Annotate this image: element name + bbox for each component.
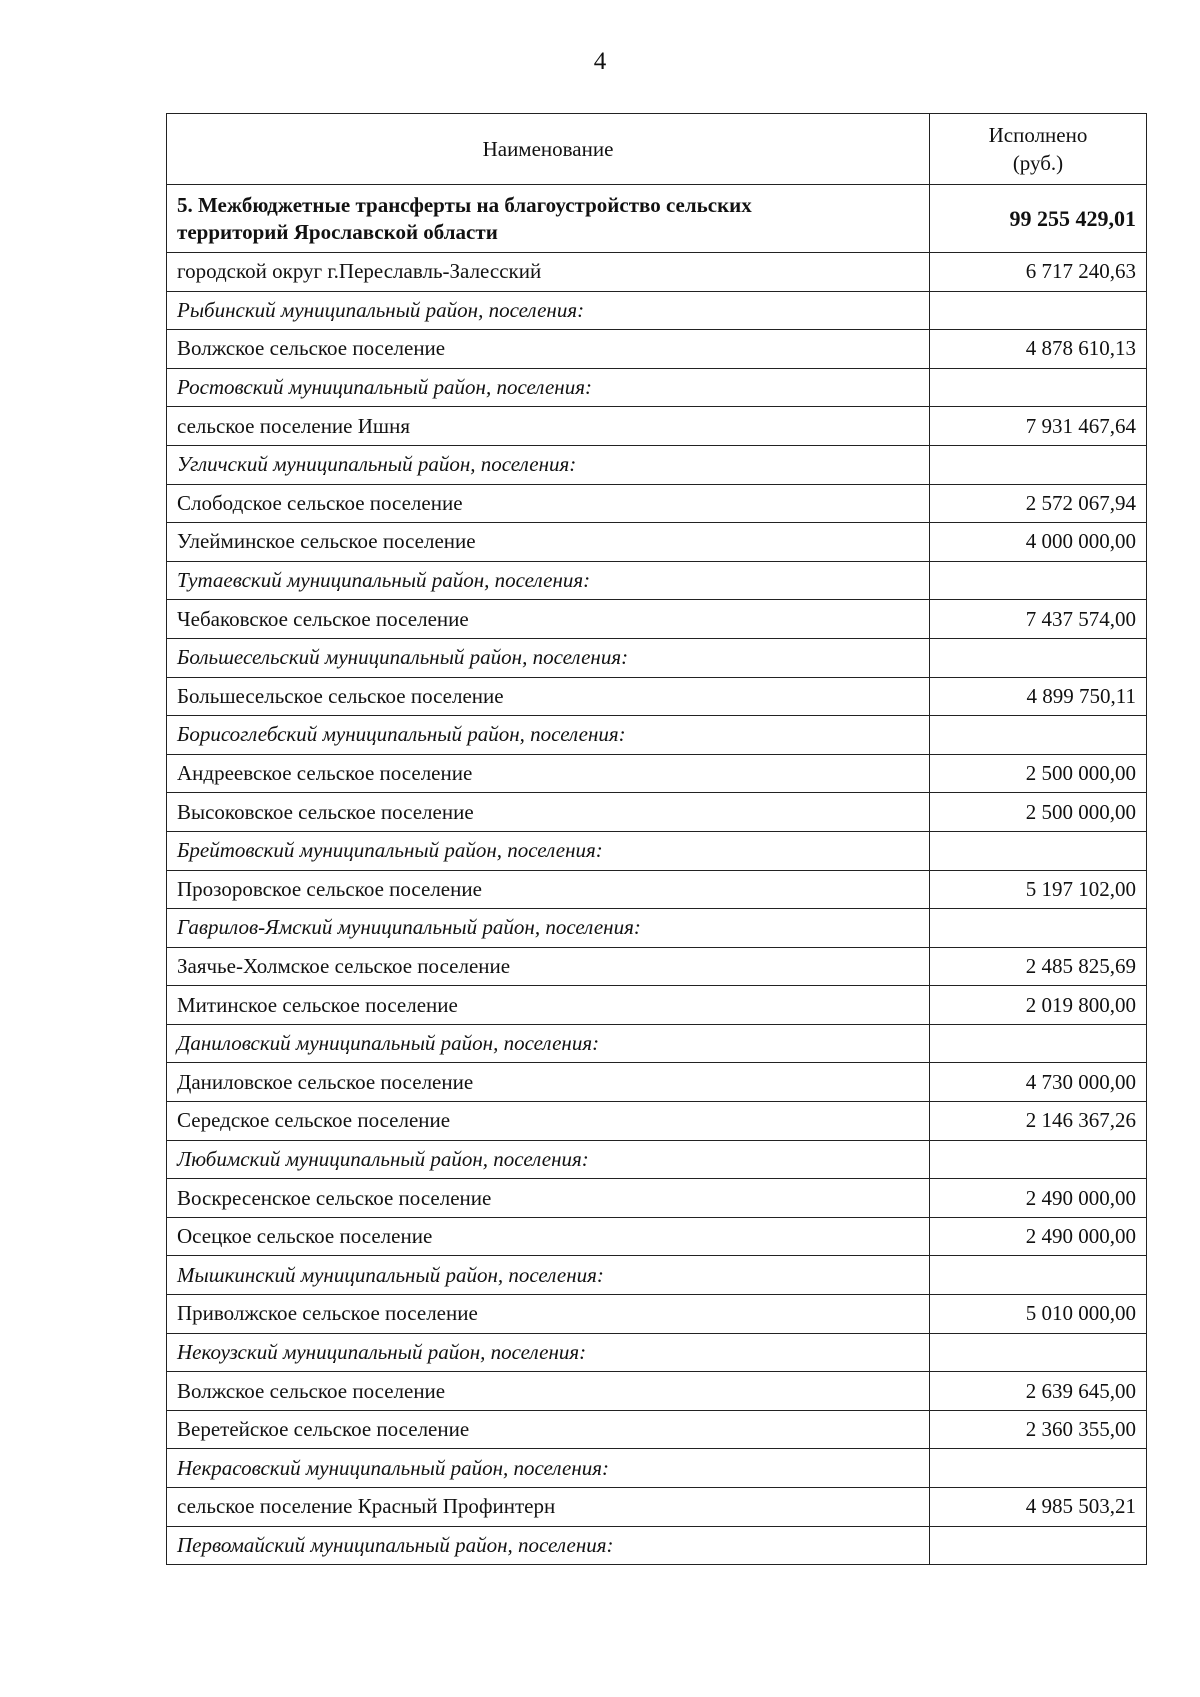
page-number: 4: [593, 48, 607, 75]
settlement-row: [167, 330, 1147, 369]
settlement-name: Осецкое сельское поселение: [167, 1217, 930, 1256]
column-header-executed-line1: Исполнено: [988, 123, 1088, 147]
settlement-name: Митинское сельское поселение: [167, 986, 930, 1025]
section-title: [167, 185, 930, 253]
executed-amount: 4 730 000,00: [930, 1063, 1147, 1102]
district-row: [167, 909, 1147, 948]
executed-amount: 5 010 000,00: [930, 1295, 1147, 1334]
section-total-value: 99 255 429,01: [930, 185, 1147, 253]
executed-amount: 4 899 750,11: [930, 677, 1147, 716]
table-body: [167, 185, 1147, 1565]
executed-amount: 2 146 367,26: [930, 1102, 1147, 1141]
settlement-row: [167, 986, 1147, 1025]
executed-amount: 2 490 000,00: [930, 1179, 1147, 1218]
executed-amount: [930, 1526, 1147, 1565]
executed-amount: 2 572 067,94: [930, 484, 1147, 523]
executed-amount: 2 485 825,69: [930, 947, 1147, 986]
district-name: Некоузский муниципальный район, поселения:: [167, 1333, 930, 1372]
settlement-name: Даниловское сельское поселение: [167, 1063, 930, 1102]
table-header-row: [167, 114, 1147, 185]
executed-amount: [930, 1256, 1147, 1295]
settlement-name: Прозоровское сельское поселение: [167, 870, 930, 909]
executed-amount: 2 500 000,00: [930, 793, 1147, 832]
executed-amount: 7 437 574,00: [930, 600, 1147, 639]
column-header-executed: [930, 114, 1147, 185]
settlement-name: городской округ г.Переславль-Залесский: [167, 253, 930, 292]
settlement-row: [167, 793, 1147, 832]
settlement-row: [167, 677, 1147, 716]
executed-amount: [930, 716, 1147, 755]
settlement-name: Волжское сельское поселение: [167, 330, 930, 369]
settlement-name: Слободское сельское поселение: [167, 484, 930, 523]
settlement-row: [167, 600, 1147, 639]
district-row: [167, 1256, 1147, 1295]
settlement-name: Воскресенское сельское поселение: [167, 1179, 930, 1218]
district-name: Ростовский муниципальный район, поселения:: [167, 368, 930, 407]
executed-amount: 4 985 503,21: [930, 1488, 1147, 1527]
section-title-line1: 5. Межбюджетные трансферты на благоустройство сельских: [177, 192, 752, 217]
executed-amount: 2 019 800,00: [930, 986, 1147, 1025]
executed-amount: [930, 445, 1147, 484]
district-name: Даниловский муниципальный район, поселения:: [167, 1024, 930, 1063]
district-row: [167, 1526, 1147, 1565]
settlement-name: Большесельское сельское поселение: [167, 677, 930, 716]
settlement-name: Андреевское сельское поселение: [167, 754, 930, 793]
district-row: [167, 831, 1147, 870]
district-name: Брейтовский муниципальный район, поселения:: [167, 831, 930, 870]
settlement-row: [167, 1217, 1147, 1256]
district-name: Рыбинский муниципальный район, поселения:: [167, 291, 930, 330]
district-name: Мышкинский муниципальный район, поселения:: [167, 1256, 930, 1295]
settlement-name: Волжское сельское поселение: [167, 1372, 930, 1411]
district-row: [167, 1333, 1147, 1372]
column-header-name: Наименование: [167, 114, 930, 185]
executed-amount: 2 490 000,00: [930, 1217, 1147, 1256]
settlement-name: Веретейское сельское поселение: [167, 1410, 930, 1449]
executed-amount: 4 878 610,13: [930, 330, 1147, 369]
section-title-line2: территорий Ярославской области: [177, 219, 498, 244]
district-name: Любимский муниципальный район, поселения:: [167, 1140, 930, 1179]
settlement-row: [167, 1488, 1147, 1527]
settlement-name: Высоковское сельское поселение: [167, 793, 930, 832]
district-name: Гаврилов-Ямский муниципальный район, поселения:: [167, 909, 930, 948]
district-row: [167, 716, 1147, 755]
executed-amount: 2 639 645,00: [930, 1372, 1147, 1411]
district-row: [167, 1024, 1147, 1063]
executed-amount: [930, 638, 1147, 677]
executed-amount: [930, 291, 1147, 330]
district-row: [167, 445, 1147, 484]
settlement-row: [167, 1410, 1147, 1449]
settlement-row: [167, 1295, 1147, 1334]
settlement-row: [167, 754, 1147, 793]
district-row: [167, 291, 1147, 330]
settlement-name: Приволжское сельское поселение: [167, 1295, 930, 1334]
executed-amount: [930, 1140, 1147, 1179]
executed-amount: [930, 1024, 1147, 1063]
column-header-executed-line2: (руб.): [1012, 151, 1064, 175]
settlement-name: Заячье-Холмское сельское поселение: [167, 947, 930, 986]
settlement-row: [167, 253, 1147, 292]
district-name: Тутаевский муниципальный район, поселения:: [167, 561, 930, 600]
transfers-table: [166, 113, 1147, 1565]
settlement-name: Чебаковское сельское поселение: [167, 600, 930, 639]
district-name: Некрасовский муниципальный район, поселения:: [167, 1449, 930, 1488]
executed-amount: [930, 909, 1147, 948]
settlement-row: [167, 1102, 1147, 1141]
executed-amount: 4 000 000,00: [930, 523, 1147, 562]
settlement-name: Середское сельское поселение: [167, 1102, 930, 1141]
district-name: Первомайский муниципальный район, поселения:: [167, 1526, 930, 1565]
executed-amount: [930, 831, 1147, 870]
district-row: [167, 638, 1147, 677]
settlement-row: [167, 947, 1147, 986]
settlement-name: Улейминское сельское поселение: [167, 523, 930, 562]
district-name: Борисоглебский муниципальный район, поселения:: [167, 716, 930, 755]
settlement-row: [167, 407, 1147, 446]
settlement-row: [167, 870, 1147, 909]
settlement-name: сельское поселение Красный Профинтерн: [167, 1488, 930, 1527]
executed-amount: 2 500 000,00: [930, 754, 1147, 793]
executed-amount: [930, 561, 1147, 600]
executed-amount: 6 717 240,63: [930, 253, 1147, 292]
executed-amount: [930, 1333, 1147, 1372]
district-row: [167, 561, 1147, 600]
district-row: [167, 368, 1147, 407]
settlement-row: [167, 523, 1147, 562]
executed-amount: [930, 1449, 1147, 1488]
section-total-row: [167, 185, 1147, 253]
district-row: [167, 1140, 1147, 1179]
settlement-name: сельское поселение Ишня: [167, 407, 930, 446]
settlement-row: [167, 1063, 1147, 1102]
executed-amount: 7 931 467,64: [930, 407, 1147, 446]
executed-amount: 2 360 355,00: [930, 1410, 1147, 1449]
executed-amount: [930, 368, 1147, 407]
district-name: Угличский муниципальный район, поселения:: [167, 445, 930, 484]
district-name: Большесельский муниципальный район, поселения:: [167, 638, 930, 677]
settlement-row: [167, 1179, 1147, 1218]
district-row: [167, 1449, 1147, 1488]
settlement-row: [167, 484, 1147, 523]
executed-amount: 5 197 102,00: [930, 870, 1147, 909]
settlement-row: [167, 1372, 1147, 1411]
